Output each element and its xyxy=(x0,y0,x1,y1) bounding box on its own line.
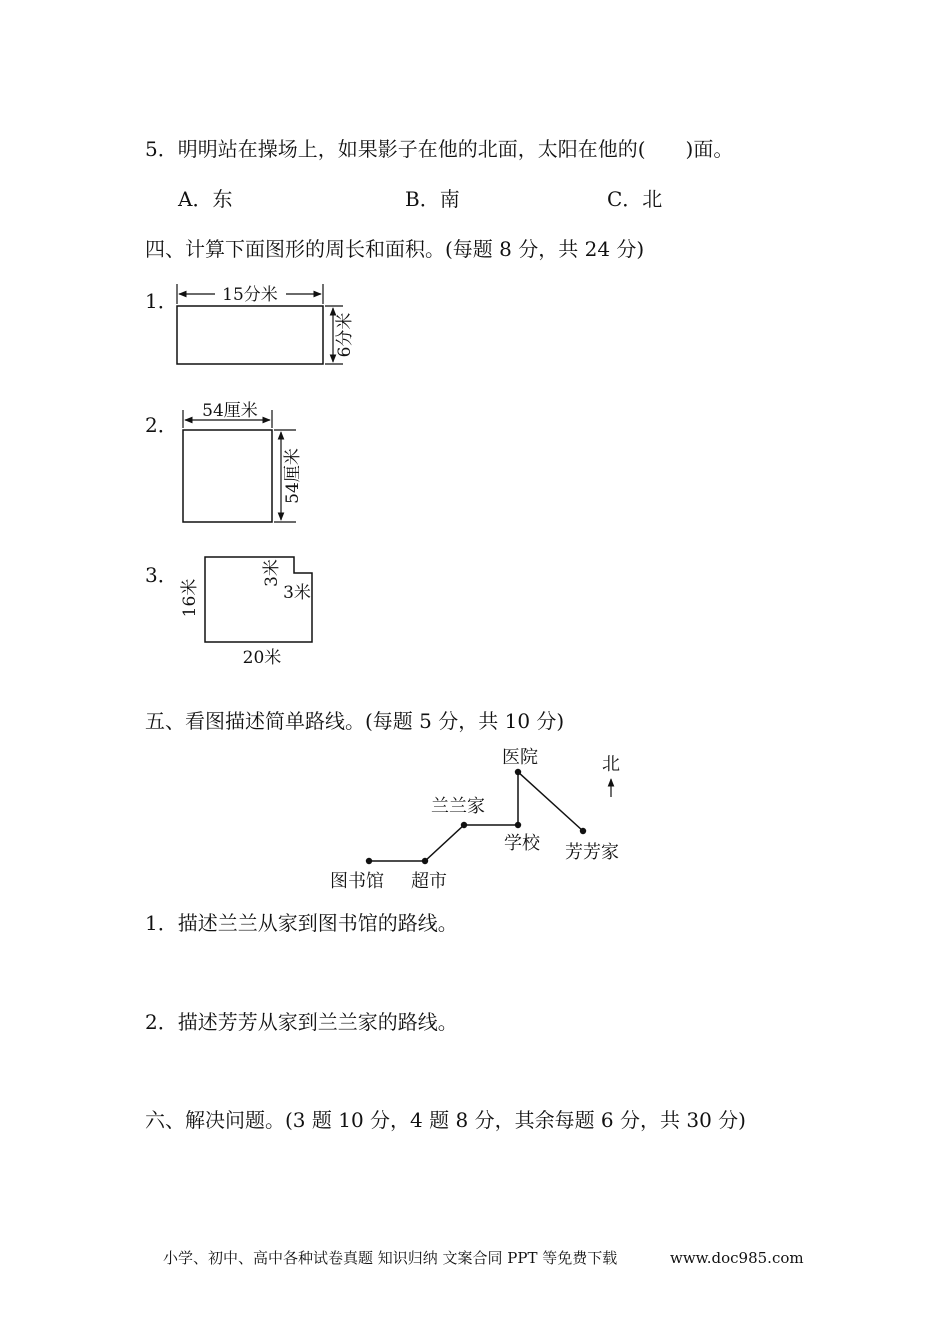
figure-2-number: 2． xyxy=(145,413,178,437)
figure-2-square xyxy=(183,401,303,522)
figure-3-notch-vertical-label: 3米 xyxy=(262,559,282,587)
north-label: 北 xyxy=(602,754,620,775)
place-school: 学校 xyxy=(504,833,540,854)
figure-1-height-label: 6分米 xyxy=(335,312,355,358)
route-map xyxy=(330,747,620,892)
figure-2-width-label: 54厘米 xyxy=(202,401,258,421)
figure-3-notched-shape xyxy=(180,557,312,668)
figure-1-width-label: 15分米 xyxy=(222,285,278,305)
figure-1-number: 1． xyxy=(145,289,178,313)
figure-3-number: 3． xyxy=(145,563,178,587)
place-fangfang-home: 芳芳家 xyxy=(565,842,619,863)
figure-3-notch-horizontal-label: 3米 xyxy=(283,583,311,603)
option-a: A．东 xyxy=(178,187,233,211)
question-5-stem: 5．明明站在操场上，如果影子在他的北面，太阳在他的( )面。 xyxy=(145,137,734,161)
place-hospital: 医院 xyxy=(502,747,538,768)
footer-text: 小学、初中、高中各种试卷真题 知识归纳 文案合同 PPT 等免费下载 xyxy=(163,1249,618,1267)
option-b: B．南 xyxy=(405,187,460,211)
place-library: 图书馆 xyxy=(330,871,384,892)
place-lanlan-home: 兰兰家 xyxy=(431,796,485,817)
section-4-heading: 四、计算下面图形的周长和面积。(每题 8 分，共 24 分) xyxy=(145,237,645,261)
footer-url[interactable]: www.doc985.com xyxy=(670,1249,804,1267)
section-6-heading: 六、解决问题。(3 题 10 分，4 题 8 分，其余每题 6 分，共 30 分) xyxy=(145,1108,746,1132)
option-c: C．北 xyxy=(607,187,663,211)
place-supermarket: 超市 xyxy=(411,871,447,892)
section-5-question-1: 1．描述兰兰从家到图书馆的路线。 xyxy=(145,911,458,935)
figure-3-bottom-label: 20米 xyxy=(242,648,282,668)
section-5-heading: 五、看图描述简单路线。(每题 5 分，共 10 分) xyxy=(145,709,565,733)
figure-2-height-label: 54厘米 xyxy=(283,448,303,504)
figure-1-rectangle xyxy=(177,284,355,364)
figure-3-left-label: 16米 xyxy=(180,578,200,618)
section-5-question-2: 2．描述芳芳从家到兰兰家的路线。 xyxy=(145,1010,458,1034)
